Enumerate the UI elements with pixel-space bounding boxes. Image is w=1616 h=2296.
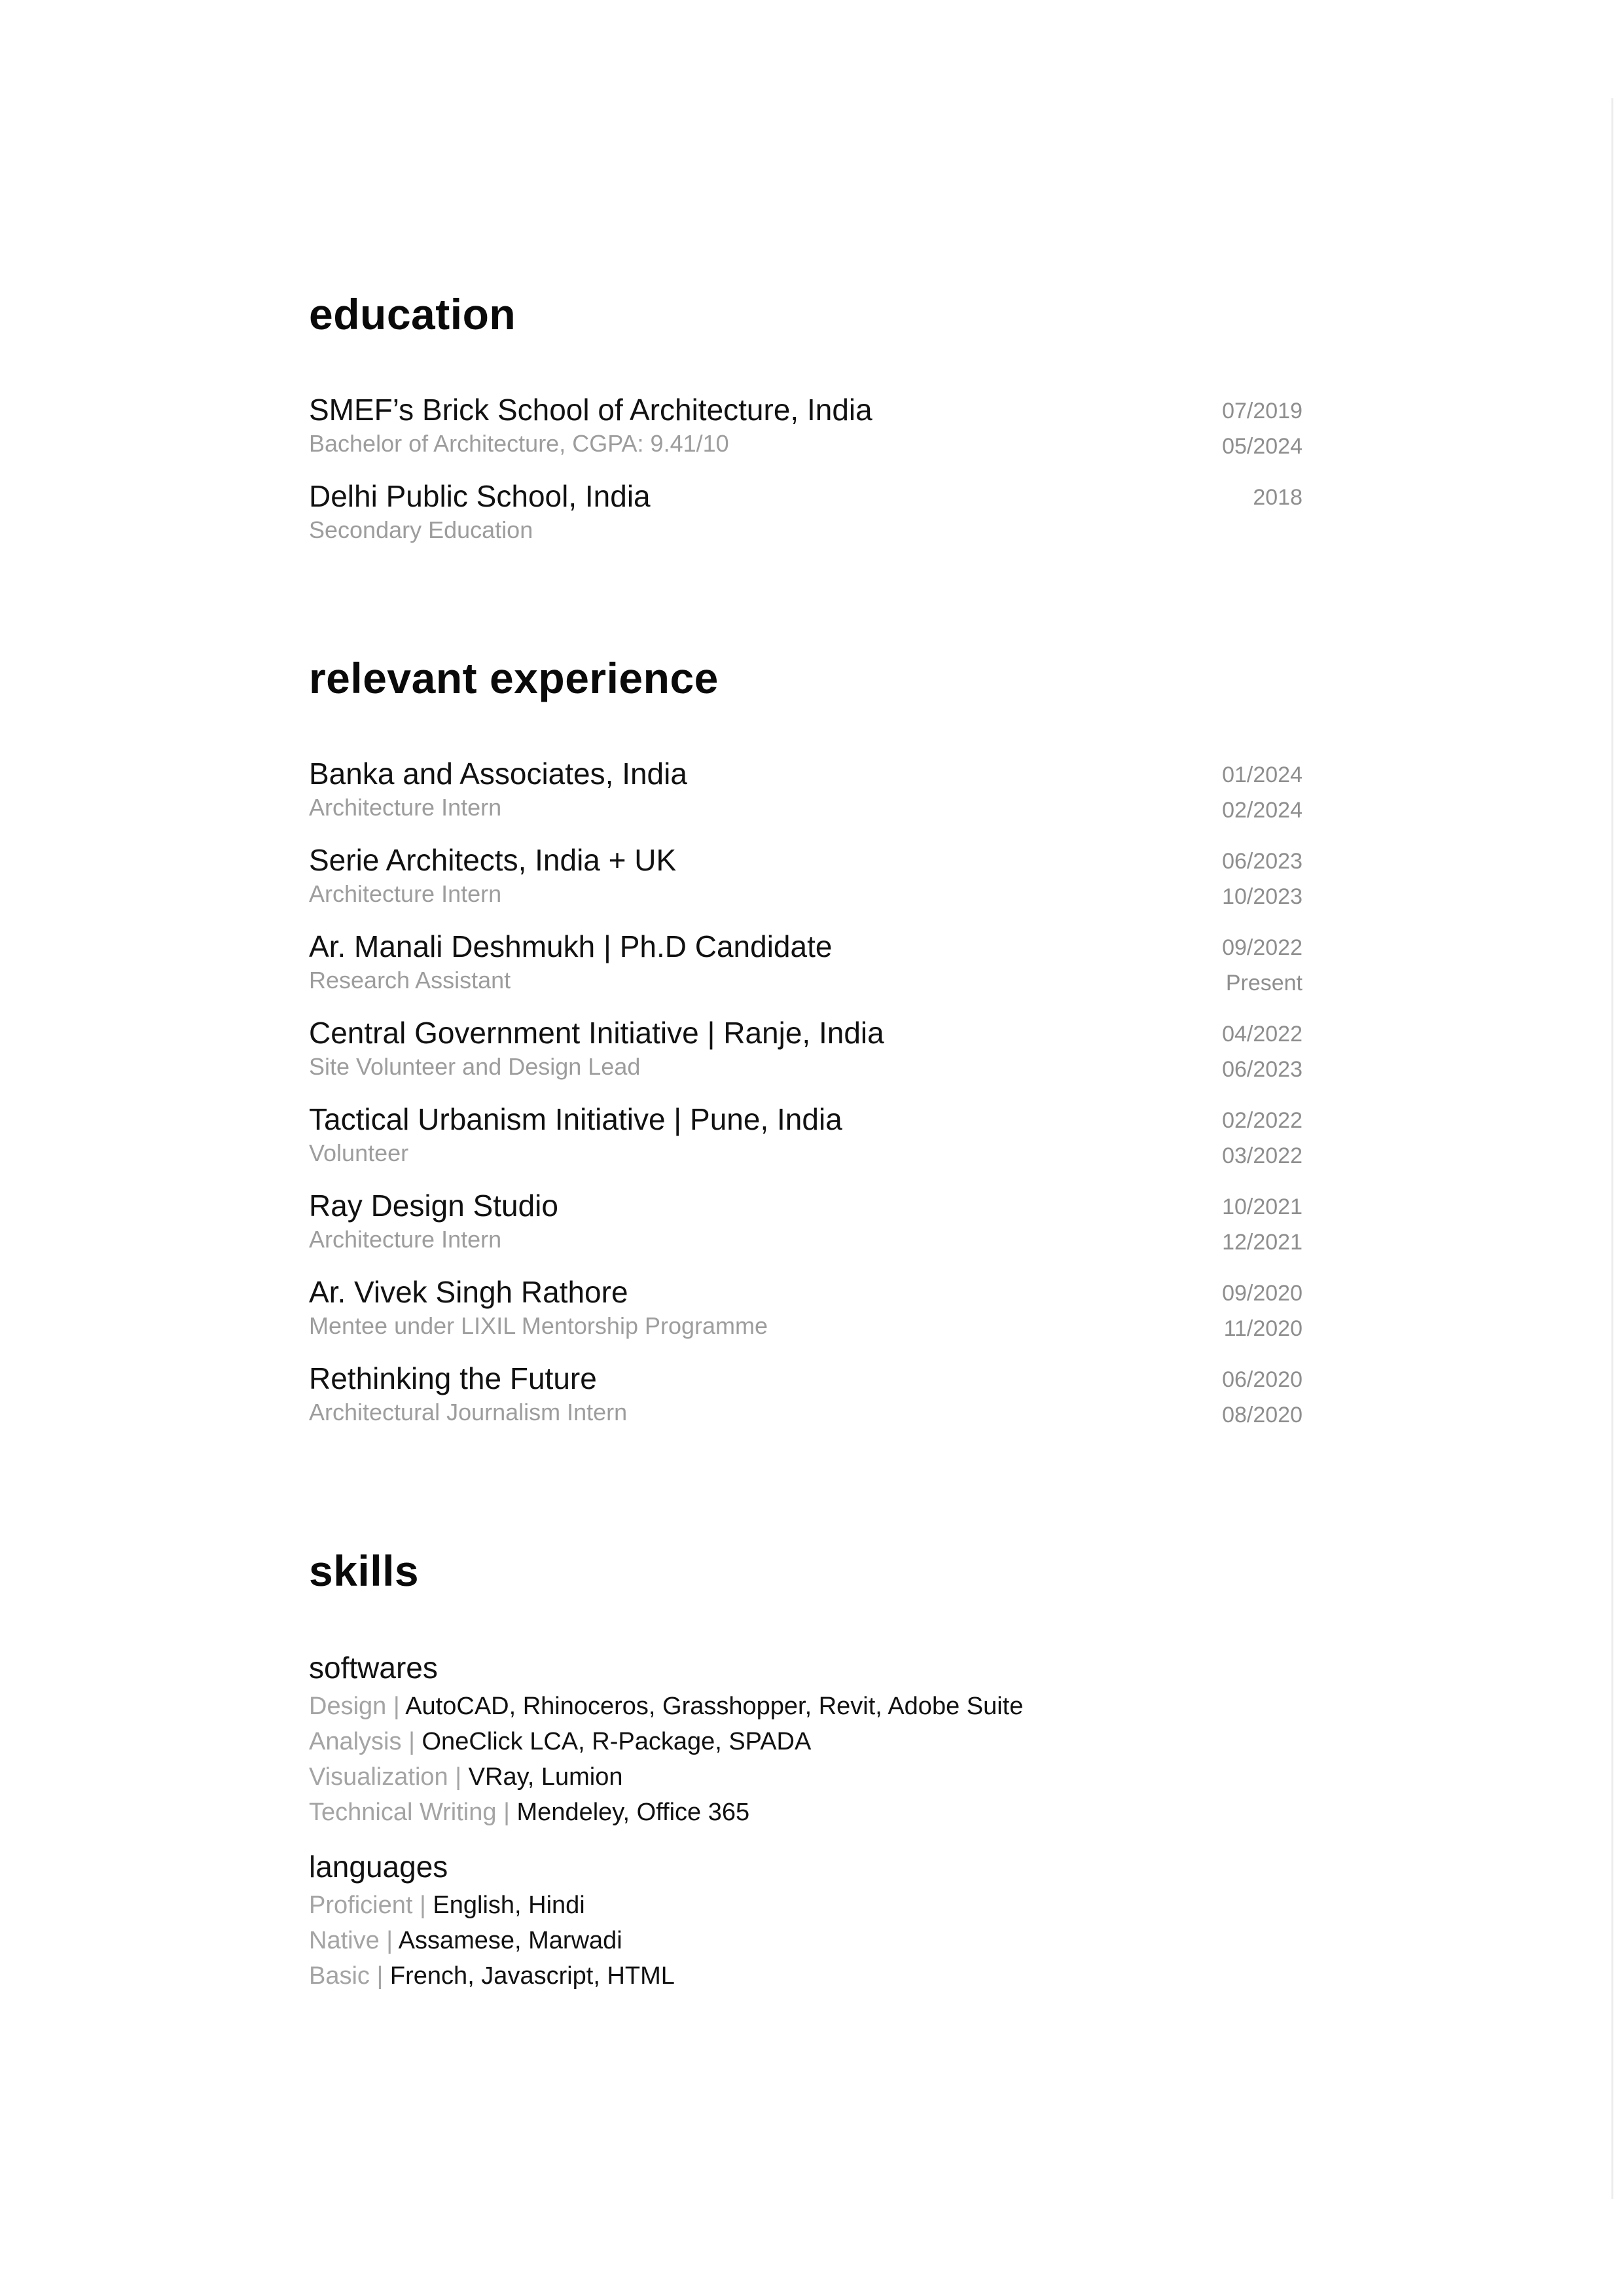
language-level: Basic [309, 1962, 370, 1990]
experience-heading: relevant experience [309, 654, 719, 702]
experience-entry [309, 1274, 1302, 1360]
entry-date-end: 03/2022 [1222, 1143, 1302, 1168]
entry-title: Serie Architects, India + UK [309, 843, 677, 877]
education-list [309, 391, 1302, 564]
language-row [309, 1923, 1302, 1958]
entry-subtitle: Mentee under LIXIL Mentorship Programme [309, 1312, 768, 1339]
language-list: Assamese, Marwadi [398, 1927, 622, 1954]
entry-title: SMEF’s Brick School of Architecture, India [309, 393, 872, 427]
entry-subtitle: Secondary Education [309, 516, 533, 543]
language-level: Proficient [309, 1892, 413, 1919]
entry-title: Ar. Manali Deshmukh | Ph.D Candidate [309, 929, 833, 963]
skill-separator: | [455, 1763, 462, 1791]
entry-date-end: Present [1225, 971, 1302, 996]
entry-title: Central Government Initiative | Ranje, India [309, 1016, 884, 1050]
entry-date-start: 09/2022 [1222, 935, 1302, 960]
experience-entry [309, 755, 1302, 842]
entry-title: Rethinking the Future [309, 1361, 597, 1395]
entry-date-start: 10/2021 [1222, 1194, 1302, 1219]
skills-section [309, 1545, 1302, 1597]
entry-date-start: 02/2022 [1222, 1108, 1302, 1133]
language-list: English, Hindi [433, 1892, 585, 1919]
experience-list [309, 755, 1302, 1446]
skill-row [309, 1795, 1302, 1830]
softwares-heading: softwares [309, 1651, 438, 1685]
skill-value: Mendeley, Office 365 [516, 1799, 750, 1826]
education-entry [309, 391, 1302, 478]
entry-subtitle: Architectural Journalism Intern [309, 1399, 628, 1426]
experience-entry [309, 842, 1302, 928]
experience-entry [309, 1014, 1302, 1101]
entry-subtitle: Architecture Intern [309, 880, 502, 907]
experience-section [309, 652, 1302, 704]
skills-heading: skills [309, 1547, 420, 1595]
experience-entry [309, 1187, 1302, 1274]
entry-date-end: 02/2024 [1222, 798, 1302, 823]
skill-value: OneClick LCA, R-Package, SPADA [422, 1728, 812, 1755]
language-row [309, 1888, 1302, 1923]
entry-date-end: 10/2023 [1222, 884, 1302, 909]
language-level: Native [309, 1927, 380, 1954]
skill-row [309, 1759, 1302, 1795]
entry-date-end: 12/2021 [1222, 1230, 1302, 1255]
page-edge-divider [1611, 98, 1613, 2199]
entry-title: Delhi Public School, India [309, 479, 651, 513]
skill-row [309, 1724, 1302, 1759]
entry-subtitle: Architecture Intern [309, 1226, 502, 1253]
skill-value: AutoCAD, Rhinoceros, Grasshopper, Revit, Adobe Suite [405, 1693, 1024, 1720]
entry-date-end: 05/2024 [1222, 434, 1302, 459]
language-list: French, Javascript, HTML [389, 1962, 675, 1990]
entry-date-start: 01/2024 [1222, 762, 1302, 787]
education-entry [309, 478, 1302, 564]
skill-row [309, 1689, 1302, 1724]
skill-separator: | [503, 1799, 510, 1826]
skill-label: Technical Writing [309, 1799, 497, 1826]
experience-entry [309, 1360, 1302, 1446]
languages-group [309, 1848, 1302, 1994]
entry-date-start: 07/2019 [1222, 399, 1302, 423]
entry-date-start: 2018 [1253, 485, 1302, 510]
entry-title: Ar. Vivek Singh Rathore [309, 1275, 628, 1309]
education-section [309, 288, 1302, 340]
education-heading: education [309, 290, 516, 338]
skill-label: Visualization [309, 1763, 448, 1791]
skill-label: Design [309, 1693, 387, 1720]
entry-subtitle: Architecture Intern [309, 794, 502, 821]
entry-subtitle: Site Volunteer and Design Lead [309, 1053, 641, 1080]
skill-separator: | [419, 1892, 426, 1919]
skill-label: Analysis [309, 1728, 402, 1755]
experience-entry [309, 1101, 1302, 1187]
entry-date-start: 09/2020 [1222, 1281, 1302, 1306]
entry-date-end: 11/2020 [1223, 1316, 1302, 1341]
skill-separator: | [393, 1693, 400, 1720]
skill-value: VRay, Lumion [468, 1763, 623, 1791]
skill-separator: | [408, 1728, 415, 1755]
entry-subtitle: Volunteer [309, 1139, 409, 1166]
entry-title: Banka and Associates, India [309, 757, 687, 791]
entry-subtitle: Bachelor of Architecture, CGPA: 9.41/10 [309, 430, 729, 457]
languages-heading: languages [309, 1850, 448, 1884]
entry-date-start: 04/2022 [1222, 1022, 1302, 1047]
entry-date-start: 06/2020 [1222, 1367, 1302, 1392]
entry-subtitle: Research Assistant [309, 967, 511, 994]
skill-separator: | [386, 1927, 393, 1954]
entry-date-end: 08/2020 [1222, 1403, 1302, 1427]
entry-date-end: 06/2023 [1222, 1057, 1302, 1082]
experience-entry [309, 928, 1302, 1014]
entry-title: Tactical Urbanism Initiative | Pune, India [309, 1102, 842, 1136]
entry-title: Ray Design Studio [309, 1189, 558, 1223]
entry-date-start: 06/2023 [1222, 849, 1302, 874]
softwares-group [309, 1649, 1302, 1830]
language-row [309, 1958, 1302, 1994]
skill-separator: | [376, 1962, 384, 1990]
